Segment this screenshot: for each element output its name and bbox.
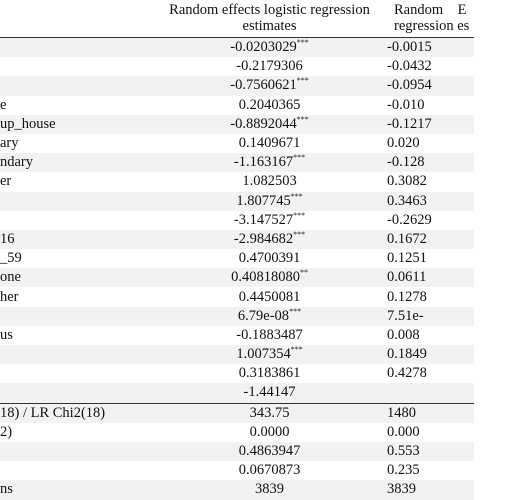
col1-value: -0.1883487 [236, 326, 303, 343]
col2-value: 7.51e- [387, 307, 424, 324]
results-table [0, 38, 474, 500]
row-label [0, 461, 152, 480]
col2-cell [387, 230, 474, 249]
col1-value: 0.1409671 [238, 135, 301, 152]
col2-cell [387, 423, 474, 442]
row-label: 18) / LR Chi2(18) [0, 403, 152, 423]
statistic-row [0, 442, 474, 461]
coefficient-row [0, 38, 474, 57]
col1-value: 1.082503 [242, 173, 297, 190]
col2-value: 0.008 [387, 326, 420, 343]
col2-cell [387, 461, 474, 480]
col2-header-line2: regression es [394, 18, 470, 34]
col2-cell [387, 268, 474, 287]
row-label: ns [0, 480, 152, 499]
col1-header-line1: Random effects logistic regression [169, 2, 370, 18]
col2-value: 0.4278 [387, 365, 427, 382]
coefficient-row [0, 268, 474, 287]
col1-cell [152, 423, 387, 442]
row-label [0, 76, 152, 95]
col1-cell [152, 461, 387, 480]
col1-cell [152, 307, 387, 326]
col1-cell [152, 268, 387, 287]
col2-cell [387, 76, 474, 95]
col2-cell [387, 364, 474, 383]
col2-header [394, 2, 514, 34]
coefficient-row [0, 287, 474, 306]
col1-cell [152, 383, 387, 403]
col1-value: -1.163167 [233, 154, 294, 171]
coefficient-row [0, 326, 474, 345]
row-label: e [0, 96, 7, 113]
row-label: ary [0, 135, 19, 152]
col2-value: 0.235 [387, 462, 420, 479]
col2-value: 0.1849 [387, 346, 427, 363]
col2-value: -0.010 [387, 96, 425, 113]
col1-value: 1.807745 [236, 192, 291, 209]
col2-value: 0.3082 [387, 173, 427, 190]
col1-cell [152, 153, 387, 172]
col1-cell [152, 38, 387, 57]
coefficient-row [0, 345, 474, 364]
col2-value: 1480 [387, 404, 416, 421]
coefficient-row [0, 96, 474, 115]
row-label [0, 38, 152, 57]
col1-cell [152, 287, 387, 306]
col1-cell [152, 76, 387, 95]
col2-cell [387, 153, 474, 172]
col1-cell [152, 211, 387, 230]
results-table-body [0, 38, 474, 500]
col2-value: 0.020 [387, 135, 420, 152]
col2-value: 0.553 [387, 443, 420, 460]
col1-value: 0.2040365 [238, 96, 301, 113]
col2-value: 0.3463 [387, 192, 427, 209]
col2-value: -0.0432 [387, 58, 432, 75]
col1-cell [152, 172, 387, 191]
row-label [0, 307, 152, 326]
row-label [0, 57, 152, 76]
significance-stars: *** [296, 114, 309, 124]
col1-cell [152, 326, 387, 345]
col2-value: 0.1672 [387, 230, 427, 247]
row-label: up_house [0, 115, 152, 134]
col1-cell [152, 57, 387, 76]
coefficient-row [0, 383, 474, 403]
statistic-row [0, 461, 474, 480]
col1-cell [152, 442, 387, 461]
coefficient-row [0, 364, 474, 383]
statistic-row [0, 423, 474, 442]
row-label [0, 383, 152, 403]
col1-header [152, 2, 387, 34]
col1-value: 3839 [255, 481, 284, 498]
col2-cell [387, 57, 474, 76]
row-label: her [0, 288, 19, 305]
coefficient-row [0, 249, 474, 268]
coefficient-row [0, 172, 474, 191]
row-label [0, 345, 152, 364]
col2-cell [387, 345, 474, 364]
row-label: ndary [0, 153, 152, 172]
significance-stars: *** [296, 38, 309, 48]
col2-cell [387, 249, 474, 268]
col1-value: 6.79e-08 [237, 307, 290, 324]
col1-cell [152, 192, 387, 211]
table-header [0, 0, 474, 36]
coefficient-row [0, 115, 474, 134]
col1-value: 0.3183861 [238, 365, 301, 382]
row-label [0, 442, 152, 461]
col1-value: -0.8892044 [230, 115, 297, 132]
col1-value: 1.007354 [236, 346, 291, 363]
coefficient-row [0, 57, 474, 76]
col2-cell [387, 403, 474, 423]
coefficient-row [0, 230, 474, 249]
col1-header-line2: estimates [242, 18, 297, 34]
significance-stars: *** [296, 76, 309, 86]
col1-value: 0.40818080 [231, 269, 300, 286]
col1-value: -2.984682 [233, 230, 294, 247]
col2-cell [387, 96, 474, 115]
significance-stars: *** [290, 191, 303, 201]
row-label [0, 364, 152, 383]
row-label: us [0, 326, 13, 343]
col2-value: -0.0954 [387, 77, 432, 94]
col1-cell [152, 96, 387, 115]
col1-value: 343.75 [249, 404, 290, 421]
row-label [0, 211, 152, 230]
col2-header-line1: Random E [394, 2, 467, 18]
col1-value: -0.2179306 [236, 58, 303, 75]
col1-cell [152, 345, 387, 364]
col2-cell [387, 326, 474, 345]
col2-cell [387, 480, 474, 499]
col1-value: 0.4700391 [238, 250, 301, 267]
col1-value: -0.0203029 [230, 39, 297, 56]
col1-cell [152, 115, 387, 134]
col2-cell [387, 287, 474, 306]
significance-stars: *** [290, 345, 303, 355]
col2-cell [387, 442, 474, 461]
col2-value: -0.128 [387, 154, 425, 171]
col2-cell [387, 172, 474, 191]
col1-cell [152, 134, 387, 153]
row-label: _59 [0, 250, 22, 267]
col1-cell [152, 403, 387, 423]
col2-cell [387, 383, 474, 403]
col1-cell [152, 364, 387, 383]
col2-value: 0.000 [387, 423, 420, 440]
significance-stars: *** [293, 153, 306, 163]
col2-value: -0.1217 [387, 115, 432, 132]
coefficient-row [0, 134, 474, 153]
col1-value: 0.0670873 [238, 462, 301, 479]
col1-value: -0.7560621 [230, 77, 297, 94]
row-label: er [0, 173, 12, 190]
col2-cell [387, 38, 474, 57]
col2-value: 0.1278 [387, 288, 427, 305]
col1-value: 0.0000 [249, 423, 290, 440]
col2-cell [387, 134, 474, 153]
col2-value: -0.2629 [387, 211, 432, 228]
row-label: 16 [0, 230, 152, 249]
significance-stars: *** [289, 306, 302, 316]
col2-cell [387, 192, 474, 211]
col2-value: 3839 [387, 481, 416, 498]
col1-cell [152, 230, 387, 249]
row-label [0, 192, 152, 211]
col1-value: 0.4450081 [238, 288, 301, 305]
col2-cell [387, 211, 474, 230]
coefficient-row [0, 153, 474, 172]
col2-value: -0.0015 [387, 39, 432, 56]
coefficient-row [0, 307, 474, 326]
row-label: 2) [0, 423, 13, 440]
col1-value: -1.44147 [243, 384, 296, 401]
significance-stars: *** [293, 229, 306, 239]
coefficient-row [0, 211, 474, 230]
col2-value: 0.1251 [387, 250, 427, 267]
significance-stars: ** [299, 268, 308, 278]
row-label: one [0, 268, 152, 287]
col1-value: -3.147527 [233, 211, 294, 228]
col1-cell [152, 480, 387, 499]
significance-stars: *** [293, 210, 306, 220]
coefficient-row [0, 192, 474, 211]
col2-value: 0.0611 [387, 269, 427, 286]
col2-cell [387, 115, 474, 134]
coefficient-row [0, 76, 474, 95]
statistic-row [0, 480, 474, 499]
statistic-row [0, 403, 474, 423]
col1-cell [152, 249, 387, 268]
col2-cell [387, 307, 474, 326]
col1-value: 0.4863947 [238, 443, 301, 460]
